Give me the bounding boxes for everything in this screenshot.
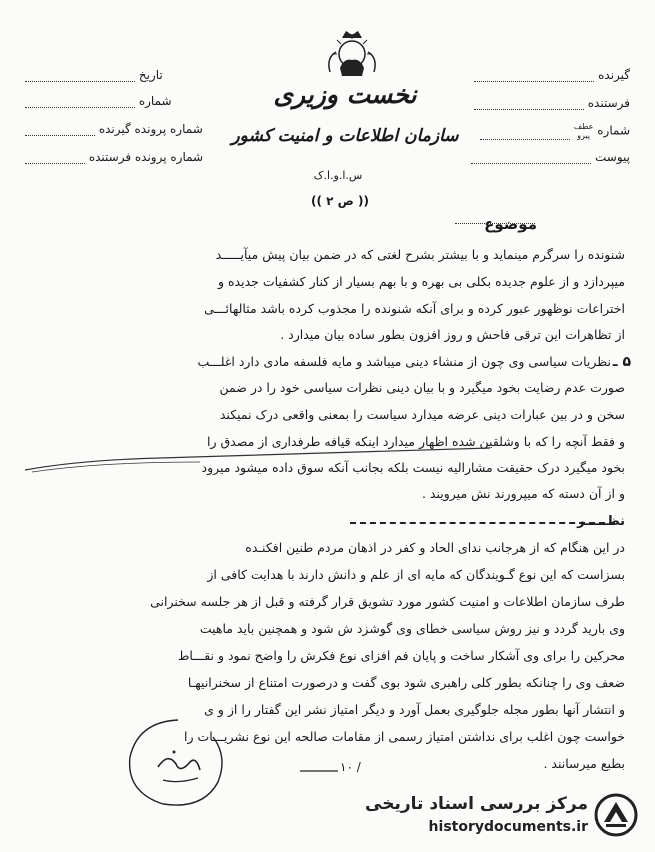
handwritten-signature bbox=[118, 712, 238, 812]
section-line: وی بارید گردد و نیز روش سیاسی خطای وی گوشزد ش شود و همچنین باید ماهیت bbox=[199, 621, 625, 636]
body-line: و فقط آنچه را که با وشلقین شده اظهار میدارد اینکه قیافه طرفداری از مصدق را bbox=[207, 434, 625, 449]
number-label: شماره bbox=[138, 94, 172, 108]
sender-file-label: شماره پرونده فرستنده bbox=[88, 150, 204, 164]
archive-watermark bbox=[365, 788, 640, 844]
sender-field bbox=[474, 96, 630, 110]
body-line: بخود میگیرد درک حقیقت مشارالیه نیست بلکه بجانب آنکه سوق داده میشود میرود bbox=[201, 460, 625, 475]
date-field bbox=[25, 68, 163, 82]
body-line: از تظاهرات این ترقی فاحش و روز افزون بطور ساده بیان میدارد . bbox=[280, 327, 625, 342]
attachment-label: پیوست bbox=[595, 150, 630, 164]
section-line: بطبع میرسانند . bbox=[543, 756, 625, 771]
heading-dash-line bbox=[350, 522, 615, 524]
archive-logo-icon bbox=[594, 792, 638, 838]
lion-and-sun-emblem bbox=[322, 28, 382, 80]
recipient-label: گیرنده bbox=[598, 68, 630, 82]
date-text: ۱۰ / bbox=[340, 760, 361, 774]
body-line: نظریات سیاسی وی چون از منشاء دینی میباشد و مایه فلسفه مادی دارد اغلـــب bbox=[197, 354, 611, 369]
recipient-file-label: شماره پرونده گیرنده bbox=[98, 122, 203, 136]
section-line: طرف سازمان اطلاعات و امنیت کشور مورد تشویق قرار گرفته و قبل از هر جلسه سخنرانی bbox=[150, 594, 625, 609]
attachment-field bbox=[471, 150, 630, 164]
body-line: میپردازد و از علوم جدیده بکلی بی بهره و با بهم بسیار از کنار کشفیات جدیده و bbox=[218, 274, 625, 289]
watermark-title: مرکز بررسی اسناد تاریخی bbox=[365, 794, 588, 814]
section-line: و انتشار آنها بطور مجله جلوگیری بعمل آورد و دیگر امتیاز نشر این گفتار را از و ی bbox=[204, 702, 625, 717]
subject-dots bbox=[455, 223, 535, 224]
body-line: و از آن دسته که میپرورند نش میرویند . bbox=[421, 486, 625, 501]
section-line: بسزاست که این نوع گـویندگان که مایه ای از علم و دانش دارند با هدایت کافی از bbox=[207, 567, 625, 582]
recipient-field bbox=[474, 68, 630, 82]
section-line: ضعف وی را چنانکه بطور کلی راهبری شود بوی گفت و درصورت امتناع از سخنرانیهـا bbox=[187, 675, 625, 690]
section-heading: نظـــــر bbox=[577, 514, 625, 529]
reference-number-label: شماره bbox=[597, 123, 630, 138]
reference-number-field bbox=[480, 122, 630, 140]
section-line: محرکین را برای وی آشکار ساخت و پایان فم افزای نوع فکرش را واضح نمود و نقـــاط bbox=[177, 648, 625, 663]
item-number: ۵ ـ bbox=[612, 354, 631, 370]
reference-prefix-1: عطف bbox=[573, 122, 594, 131]
subject-label: موضوع bbox=[484, 215, 537, 233]
section-line: در این هنگام که از هرجانب ندای الحاد و کفر در اذهان مردم طنین افکنـده bbox=[245, 540, 625, 555]
body-line: اختراعات نوظهور عبور کرده و برای آنکه شنونده را مجذوب کرده باشد مثالهائـــی bbox=[204, 301, 625, 316]
date-dash bbox=[300, 768, 340, 774]
organization-title: سازمان اطلاعات و امنیت کشور bbox=[231, 126, 459, 146]
document-code: س.ا.و.ا.ک bbox=[313, 169, 363, 182]
body-line: صورت عدم رضایت بخود میگیرد و با بیان دینی نظرات سیاسی خود را در ضمن bbox=[219, 380, 625, 395]
body-line: شنونده را سرگرم مینماید و با بیشتر بشرح لغتی که در ضمن بیان پیش میآیـــــد bbox=[215, 247, 625, 262]
date-label: تاریخ bbox=[138, 68, 163, 82]
section-line: خواست چون اغلب برای نداشتن امتیاز رسمی از مقامات صالحه این نوع نشریـــات را bbox=[183, 729, 625, 744]
body-line: سخن و در بین عبارات دینی عرضه میدارد سیاست را بمعنی واقعی درک نمیکند bbox=[219, 407, 625, 422]
watermark-url: historydocuments.ir bbox=[428, 819, 588, 835]
number-field bbox=[25, 94, 172, 108]
sender-label: فرستنده bbox=[587, 96, 630, 110]
ministry-title: نخست وزیری bbox=[273, 80, 417, 109]
sender-file-field bbox=[25, 150, 203, 164]
recipient-file-field bbox=[25, 122, 203, 136]
page-number: (( ص ۲ )) bbox=[311, 194, 369, 208]
reference-prefix-2: پیرو bbox=[577, 131, 591, 140]
handwritten-underline bbox=[20, 440, 500, 480]
